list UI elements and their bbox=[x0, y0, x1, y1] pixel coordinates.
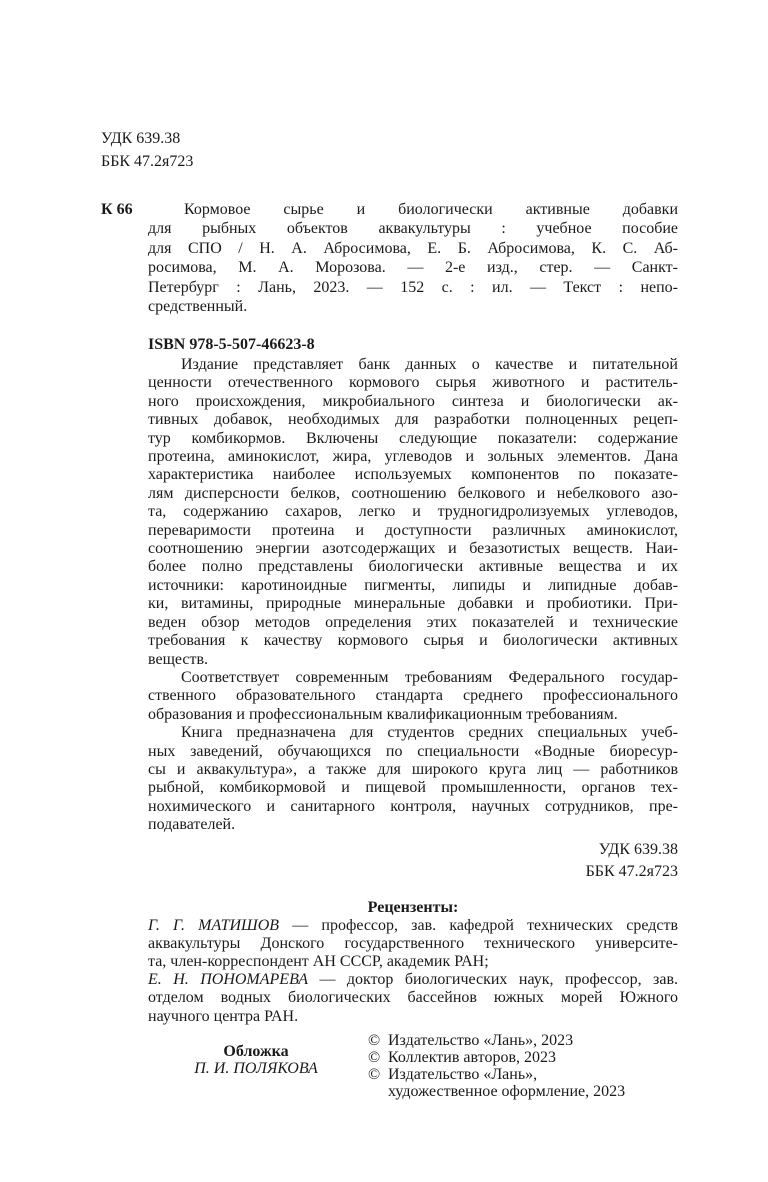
copyright-line bbox=[368, 1032, 625, 1049]
copyright-symbol: © bbox=[368, 1066, 381, 1083]
copyright-line bbox=[368, 1049, 625, 1066]
reviewer-line: та, член-корреспондент АН СССР, академик РАН; bbox=[148, 953, 489, 971]
copyright-notices bbox=[368, 1032, 625, 1100]
record-line: Петербург : Лань, 2023. — 152 с. : ил. — Текст : непо- bbox=[148, 278, 678, 296]
record-line: средственный. bbox=[148, 298, 248, 316]
abstract-line: подавателей. bbox=[148, 816, 236, 834]
isbn: ISBN 978-5-507-46623-8 bbox=[148, 336, 315, 353]
abstract-line: Издание представляет банк данных о качестве и питательной bbox=[181, 356, 678, 373]
reviewers-section bbox=[148, 899, 678, 1026]
abstract-line: рыбной, комбикормовой и пищевой промышленности, органов тех- bbox=[148, 779, 678, 797]
cover-label: Обложка bbox=[223, 1043, 289, 1060]
abstract-line: источники: каротиноидные пигменты, липиды и липидные добав- bbox=[148, 576, 678, 594]
reviewer-line bbox=[148, 917, 678, 935]
abstract bbox=[148, 356, 678, 835]
abstract-line: тур комбикормов. Включены следующие показатели: содержание bbox=[148, 429, 678, 447]
reviewer-line: научного центра РАН. bbox=[148, 1007, 299, 1025]
bottom-classification-codes bbox=[148, 839, 678, 883]
abstract-line: ного происхождения, микробиального синтеза и биологически ак- bbox=[148, 392, 678, 410]
abstract-line: более полно представлены биологически активные вещества и их bbox=[148, 558, 678, 576]
bbk-code: ББК 47.2я723 bbox=[101, 153, 194, 170]
copyright-line bbox=[368, 1083, 625, 1100]
author-mark: К 66 bbox=[101, 201, 133, 218]
record-line: росимова, М. А. Морозова. — 2-е изд., стер. — Санкт- bbox=[148, 259, 678, 277]
record-line: для рыбных объектов аквакультуры : учебное пособие bbox=[148, 220, 678, 238]
reviewers-heading: Рецензенты: bbox=[367, 899, 459, 916]
copyright-symbol: © bbox=[368, 1032, 381, 1049]
reviewer-name: Г. Г. МАТИШОВ bbox=[148, 917, 280, 935]
abstract-line: ных заведений, обучающихся по специальности «Водные биоресур- bbox=[148, 742, 678, 760]
abstract-line: образования и профессиональным квалификационным требованиям. bbox=[148, 705, 618, 723]
udk-code: УДК 639.38 bbox=[598, 841, 678, 858]
abstract-line: нохимического и санитарного контроля, научных сотрудников, пре- bbox=[148, 797, 678, 815]
abstract-line: протеина, аминокислот, жира, углеводов и зольных элементов. Дана bbox=[148, 448, 678, 466]
reviewer-line: аквакультуры Донского государственного технического университе- bbox=[148, 935, 678, 953]
abstract-line: соотношению энергии азотсодержащих и безазотистых веществ. Наи- bbox=[148, 540, 678, 558]
top-classification-codes bbox=[101, 127, 193, 173]
record-line: для СПО / Н. А. Абросимова, Е. Б. Абросимова, К. С. Аб- bbox=[148, 239, 678, 257]
reviewer-line bbox=[148, 971, 678, 989]
reviewer-line: отделом водных биологических бассейнов южных морей Южного bbox=[148, 989, 678, 1007]
copyright-text: Коллектив авторов, 2023 bbox=[388, 1049, 556, 1066]
abstract-line: веществ. bbox=[148, 650, 209, 668]
abstract-line: та, содержанию сахаров, легко и трудногидролизуемых углеводов, bbox=[148, 503, 678, 521]
abstract-line: лям дисперсности белков, соотношению белкового и небелкового азо- bbox=[148, 484, 678, 502]
copyright-symbol: © bbox=[368, 1049, 381, 1066]
abstract-line: Книга предназначена для студентов средних специальных учеб- bbox=[181, 724, 678, 742]
record-line: Кормовое сырье и биологически активные добавки bbox=[184, 201, 678, 218]
abstract-line: характеристика наиболее используемых компонентов по показате- bbox=[148, 466, 678, 484]
reviewer-name: Е. Н. ПОНОМАРЕВА bbox=[148, 971, 309, 989]
reviewer-text: — доктор биологических наук, профессор, зав. bbox=[308, 971, 678, 989]
copyright-text: Издательство «Лань», 2023 bbox=[388, 1032, 574, 1049]
udk-code: УДК 639.38 bbox=[101, 130, 181, 147]
reviewer-text: — профессор, зав. кафедрой технических средств bbox=[279, 917, 678, 935]
bbk-code: ББК 47.2я723 bbox=[585, 863, 678, 880]
copyright-text: Издательство «Лань», bbox=[388, 1066, 538, 1083]
abstract-line: требования к качеству кормового сырья и биологически активных bbox=[148, 632, 678, 650]
copyright-text: художественное оформление, 2023 bbox=[388, 1083, 626, 1100]
abstract-line: ки, витамины, природные минеральные добавки и пробиотики. При- bbox=[148, 595, 678, 613]
abstract-line: Соответствует современным требованиям Федерального государ- bbox=[181, 668, 678, 686]
copyright-line bbox=[368, 1066, 625, 1083]
cover-artist: П. И. ПОЛЯКОВА bbox=[194, 1060, 318, 1077]
abstract-line: сы и аквакультура», а также для широкого круга лиц — работников bbox=[148, 760, 678, 778]
bibliographic-record bbox=[148, 200, 678, 316]
abstract-line: ственного образовательного стандарта среднего профессионального bbox=[148, 687, 678, 705]
abstract-line: веден обзор методов определения этих показателей и технические bbox=[148, 613, 678, 631]
abstract-line: переваримости протеина и доступности различных аминокислот, bbox=[148, 521, 678, 539]
abstract-line: ценности отечественного кормового сырья животного и раститель- bbox=[148, 374, 678, 392]
abstract-line: тивных добавок, необходимых для разработки полноценных рецеп- bbox=[148, 411, 678, 429]
cover-credit bbox=[176, 1043, 336, 1077]
